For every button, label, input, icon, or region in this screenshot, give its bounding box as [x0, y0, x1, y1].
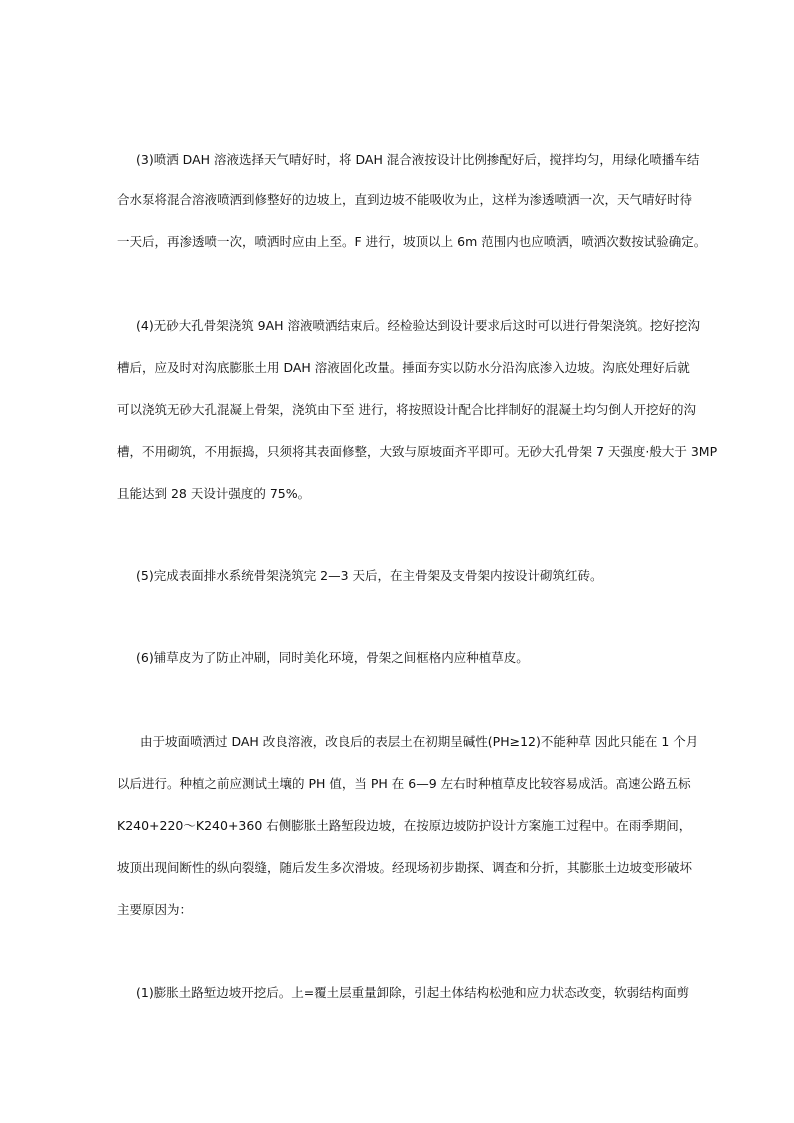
text-line: (6)铺草皮为了防止冲刷，同时美化环境，骨架之间框格内应种植草皮。	[136, 650, 529, 665]
text-line: (1)膨胀土路堑边坡开挖后。上=覆土层重量卸除，引起土体结构松弛和应力状态改变，软弱结构面剪	[136, 985, 690, 1000]
text-line: K240+220～K240+360 右侧膨胀土路堑段边坡，在按原边坡防护设计方案施工过程中。在雨季期间，	[117, 818, 692, 833]
text-line: 且能达到 28 天设计强度的 75%。	[117, 486, 311, 501]
text-line: 主要原因为：	[117, 902, 193, 917]
text-line: 一天后，再渗透喷一次，喷洒时应由上至。F 进行，坡顶以上 6m 范围内也应喷洒，喷洒次数按试验确定。	[117, 234, 707, 249]
text-line: (4)无砂大孔骨架浇筑 9AH 溶液喷洒结束后。经检验达到设计要求后这时可以进行骨架浇筑。挖好挖沟	[136, 318, 701, 333]
text-line: (5)完成表面排水系统骨架浇筑完 2—3 天后，在主骨架及支骨架内按设计砌筑红砖。	[136, 568, 603, 583]
text-line: 坡顶出现间断性的纵向裂缝，随后发生多次滑坡。经现场初步勘探、调查和分折，其膨胀土边坡变形破坏	[117, 860, 693, 875]
text-line: (3)喷洒 DAH 溶液选择天气晴好时，将 DAH 混合液按设计比例掺配好后，搅拌均匀，用绿化喷播车结	[136, 152, 700, 167]
text-line: 可以浇筑无砂大孔混凝上骨架，浇筑由下至 进行，将按照设计配合比拌制好的混凝土均匀倒人开挖好的沟	[117, 402, 696, 417]
text-line: 合水泵将混合溶液喷洒到修整好的边坡上，直到边坡不能吸收为止，这样为渗透喷洒一次，天气晴好时待	[117, 192, 693, 207]
text-line: 由于坡面喷洒过 DAH 改良溶液，改良后的表层土在初期呈碱性(PH≥12)不能种草 因此只能在 1 个月	[140, 734, 699, 749]
text-line: 槽后，应及时对沟底膨胀土用 DAH 溶液固化改量。捶面夯实以防水分沿沟底渗入边坡。沟底处理好后就	[117, 360, 690, 375]
text-line: 以后进行。种植之前应测试土壤的 PH 值，当 PH 在 6—9 左右时种植草皮比较容易成活。高速公路五标	[117, 776, 691, 791]
text-line: 槽，不用砌筑，不用振捣，只须将其表面修整，大致与原坡面齐平即可。无砂大孔骨架 7 天强度·般大于 3MP	[117, 444, 718, 459]
